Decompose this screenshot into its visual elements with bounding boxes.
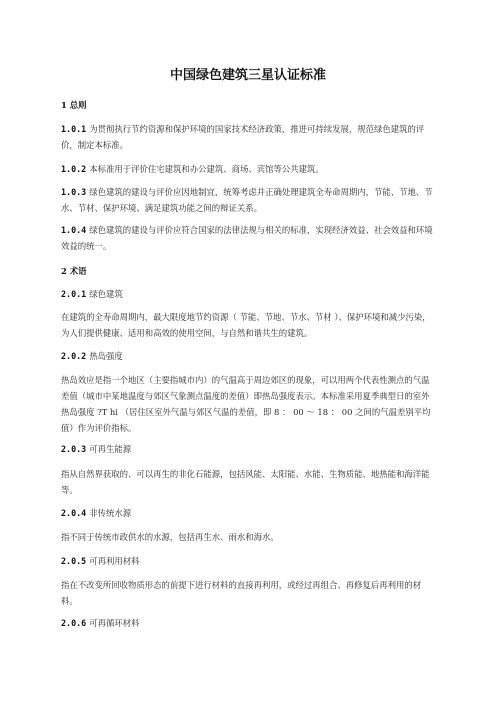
term-number: 2.0.3 xyxy=(61,444,87,454)
term-number: 2.0.1 xyxy=(61,289,87,299)
term-2-0-6-heading xyxy=(61,615,437,631)
term-name: 非传统水源 xyxy=(89,508,132,518)
clause-text: 绿色建筑的建设与评价应符合国家的法律法规与相关的标准，实现经济效益、社会效益和环境效益的统一。 xyxy=(61,225,433,251)
clause-1-0-2 xyxy=(61,161,437,177)
term-2-0-2-definition: 热岛效应是指一个地区（主要指城市内）的气温高于周边郊区的现象，可以用两个代表性测点的气温差值（城市中某地温度与郊区气象测点温度的差值）即热岛强度表示。本标准采用夏季典型日的室外热岛强度 ?T hi （居住区室外气温与郊区气温的差值，即 8 ： 00 ～ 18 ： 00 之间的气温差别平均值）作为评价指标。 xyxy=(61,375,431,433)
clause-1-0-1 xyxy=(61,121,437,153)
section-heading-terms: 2 术语 xyxy=(61,266,87,276)
term-2-0-5-heading xyxy=(61,553,437,569)
term-number: 2.0.6 xyxy=(61,618,87,628)
term-2-0-2-heading xyxy=(61,348,437,364)
clause-text: 绿色建筑的建设与评价应因地制宜，统筹考虑并正确处理建筑全寿命周期内，节能、节地、节水、节材、保护环境、满足建筑功能之间的辩证关系。 xyxy=(61,187,433,213)
clause-number: 1.0.4 xyxy=(61,225,87,235)
term-2-0-1-heading xyxy=(61,286,437,302)
term-name: 可再生能源 xyxy=(89,444,132,454)
term-name: 可再循环材料 xyxy=(89,618,140,628)
clause-text: 本标准用于评价住宅建筑和办公建筑、商场、宾馆等公共建筑。 xyxy=(89,164,324,174)
clause-number: 1.0.3 xyxy=(61,187,87,197)
term-2-0-1-definition: 在建筑的全寿命周期内，最大限度地节约资源（ 节能、节地、节水、节材 ）、保护环境和减少污染，为人们提供健康、适用和高效的使用空间，与自然和谐共生的建筑。 xyxy=(61,312,431,338)
term-name: 可再利用材料 xyxy=(89,556,140,566)
term-name: 热岛强度 xyxy=(89,351,123,361)
term-2-0-4-definition: 指不同于传统市政供水的水源，包括再生水、雨水和海水。 xyxy=(61,532,279,542)
term-number: 2.0.2 xyxy=(61,351,87,361)
term-name: 绿色建筑 xyxy=(89,289,123,299)
clause-text: 为贯彻执行节约资源和保护环境的国家技术经济政策，推进可持续发展，规范绿色建筑的评价，制定本标准。 xyxy=(61,124,425,150)
term-2-0-3-heading xyxy=(61,441,437,457)
term-2-0-3-definition: 指从自然界获取的、可以再生的非化石能源，包括风能、太阳能、水能、生物质能、地热能和海洋能等。 xyxy=(61,469,430,495)
clause-1-0-3 xyxy=(61,184,437,216)
term-number: 2.0.5 xyxy=(61,556,87,566)
term-2-0-4-heading xyxy=(61,505,437,521)
term-2-0-5-definition: 指在不改变所回收物质形态的前提下进行材料的直接再利用，或经过再组合、再修复后再利用的材料。 xyxy=(61,580,422,606)
clause-1-0-4 xyxy=(61,222,437,254)
term-number: 2.0.4 xyxy=(61,508,87,518)
clause-number: 1.0.2 xyxy=(61,164,87,174)
clause-number: 1.0.1 xyxy=(61,124,87,134)
page-title: 中国绿色建筑三星认证标准 xyxy=(169,68,326,83)
section-heading-general: 1 总则 xyxy=(61,100,87,110)
